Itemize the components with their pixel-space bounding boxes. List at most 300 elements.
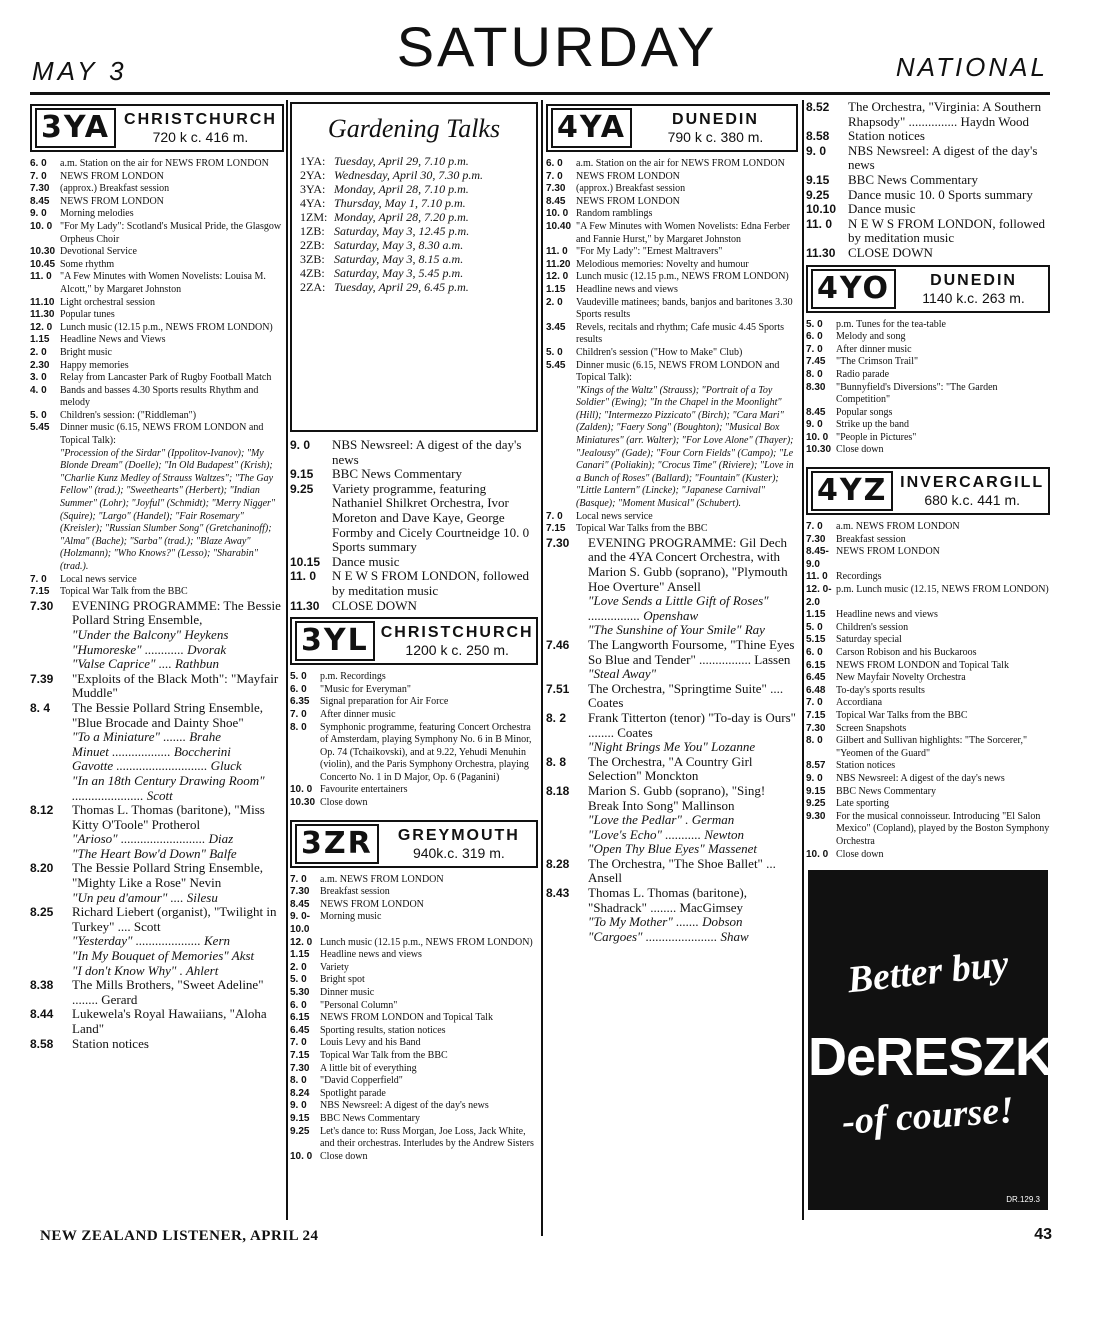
program-entry: [30, 208, 284, 221]
program-time: 7.30: [290, 1062, 310, 1074]
program-list: [806, 319, 1050, 458]
program-time: 9. 0-10.0: [290, 911, 311, 936]
program-time: 8. 0: [290, 1075, 307, 1087]
program-entry: [290, 911, 538, 936]
program-text: Sporting results, station notices: [320, 1024, 446, 1036]
program-time: 9.15: [290, 467, 314, 482]
program-text: BBC News Commentary: [332, 466, 462, 482]
program-entry: [290, 467, 538, 482]
station-city: CHRISTCHURCH: [124, 111, 277, 128]
program-time: 7.45: [806, 356, 826, 368]
program-time: 8.45: [546, 195, 566, 207]
program-text: Louis Levy and his Band: [320, 1037, 421, 1049]
program-time: 8.58: [806, 129, 830, 144]
program-entry: [30, 730, 284, 745]
program-text: EVENING PROGRAMME: The Bessie Pollard String Ensemble,: [72, 597, 281, 628]
program-text: Lunch music (12.15 p.m., NEWS FROM LONDON): [60, 321, 273, 333]
program-entry: [290, 987, 538, 1000]
program-time: 10. 0: [30, 220, 53, 232]
program-time: [30, 628, 72, 643]
program-time: 8. 0: [290, 721, 307, 733]
program-text: Breakfast session: [320, 886, 390, 898]
program-text: Melodious memories: Novelty and humour: [576, 258, 749, 270]
program-time: 6.15: [290, 1012, 310, 1024]
program-time: 7. 0: [290, 873, 307, 885]
program-text: Some rhythm: [60, 258, 115, 270]
station-frequency: 680 k.c. 441 m.: [924, 492, 1021, 509]
program-text: Gavotte ............................ Gluck: [72, 758, 242, 774]
program-entry: [546, 857, 798, 886]
program-entry: [546, 284, 798, 297]
program-entry: [290, 1126, 538, 1151]
program-text: "David Copperfield": [320, 1075, 403, 1087]
program-entry: [546, 297, 798, 322]
program-time: 5.30: [290, 987, 310, 998]
program-text: NEWS FROM LONDON: [320, 898, 424, 910]
program-time: 10.45: [30, 258, 56, 270]
program-text: Topical War Talks from the BBC: [836, 709, 968, 721]
program-text: a.m. Station on the air for NEWS FROM LONDON: [576, 158, 785, 169]
program-entry: [290, 1037, 538, 1050]
program-time: 10. 0: [806, 431, 829, 443]
program-text: "A Few Minutes with Women Novelists: Louisa M. Alcott," by Margaret Johnston: [60, 271, 266, 295]
program-list: [290, 874, 538, 1164]
program-entry: [30, 158, 284, 171]
program-entry: [546, 740, 798, 755]
program-time: 5. 0: [290, 974, 307, 986]
program-time: 9. 0: [30, 208, 47, 220]
program-time: 9.25: [290, 481, 314, 496]
program-text: "Arioso" .......................... Diaz: [72, 831, 234, 847]
program-text: "People in Pictures": [836, 431, 917, 443]
program-entry: [546, 196, 798, 209]
gardening-row: [300, 224, 528, 238]
program-text: p.m. Recordings: [320, 671, 386, 683]
program-time: 9.15: [806, 785, 826, 797]
station-frequency: 940k.c. 319 m.: [412, 844, 505, 861]
program-time: 10.40: [546, 220, 572, 232]
program-entry: [806, 419, 1050, 432]
station-frequency: 720 k c. 416 m.: [152, 129, 249, 145]
program-text: The Orchestra, "Springtime Suite" .... Coates: [588, 680, 784, 711]
program-text: CLOSE DOWN: [848, 244, 933, 260]
program-text: "The Sunshine of Your Smile" Ray: [588, 622, 765, 638]
program-entry: [806, 571, 1050, 584]
program-entry: [30, 905, 284, 934]
program-entry: [806, 546, 1050, 571]
program-text: Dance music: [848, 201, 916, 217]
program-entry: [290, 962, 538, 975]
program-text: (approx.) Breakfast session: [576, 183, 686, 195]
program-entry: [30, 891, 284, 906]
gardening-row: [300, 182, 528, 196]
program-entry: [30, 1037, 284, 1052]
program-entry: [30, 1007, 284, 1036]
program-time: 7. 0: [546, 170, 563, 182]
evening-programme: [546, 536, 798, 945]
program-entry: [290, 1063, 538, 1076]
program-time: 6. 0: [806, 331, 823, 343]
program-entry: [806, 786, 1050, 799]
program-time: 8.38: [30, 978, 54, 993]
program-time: 10. 0: [546, 208, 569, 220]
program-time: 7.30: [290, 886, 310, 898]
station-city: GREYMOUTH: [397, 826, 520, 844]
program-time: 7. 0: [290, 708, 307, 720]
program-entry: [30, 759, 284, 774]
program-entry: [806, 356, 1050, 369]
program-entry: [806, 672, 1050, 685]
program-entry: [546, 682, 798, 711]
program-time: 10. 0: [290, 1150, 313, 1162]
program-entry: [806, 811, 1050, 849]
program-entry: [546, 711, 798, 740]
program-entry: [546, 623, 798, 638]
program-entry: [290, 937, 538, 950]
gardening-station: 1YA:: [300, 154, 326, 168]
column-1: [30, 100, 284, 1218]
program-time: 8.58: [30, 1036, 54, 1051]
program-entry: [290, 797, 538, 810]
program-time: 11.30: [290, 598, 320, 613]
gardening-station: 2ZB:: [300, 238, 325, 252]
program-text: Melody and song: [836, 331, 906, 343]
program-text: Thomas L. Thomas (baritone), "Miss Kitty O'Toole" Protherol: [72, 802, 265, 832]
program-entry: [30, 586, 284, 599]
program-time: 10.30: [30, 246, 56, 258]
program-entry: [806, 798, 1050, 811]
program-time: 8.12: [30, 803, 54, 818]
program-entry: [290, 1088, 538, 1101]
header-rule: [30, 92, 1050, 95]
program-entry: [30, 196, 284, 209]
gardening-station: 3ZB:: [300, 252, 325, 266]
gardening-time: Thursday, May 1, 7.10 p.m.: [334, 196, 466, 210]
program-entry: [290, 684, 538, 697]
program-text: Lukewela's Royal Hawaiians, "Aloha Land": [72, 1006, 267, 1036]
program-text: Signal preparation for Air Force: [320, 696, 449, 708]
program-time: [546, 385, 576, 511]
program-text: Light orchestral session: [60, 296, 155, 308]
program-entry: [290, 555, 538, 570]
program-entry: [290, 1050, 538, 1063]
program-time: 1.15: [290, 949, 310, 961]
program-text: The Bessie Pollard String Ensemble, "Blue Brocade and Dainty Shoe": [72, 699, 264, 730]
station-call: 3YL: [295, 621, 375, 661]
program-entry: [806, 217, 1050, 246]
program-entry: [30, 259, 284, 272]
program-time: 11. 0: [806, 571, 828, 583]
program-text: NEWS FROM LONDON: [576, 170, 680, 182]
station-header-3zr: [290, 820, 538, 868]
station-header-4yo: [806, 265, 1050, 313]
program-entry: [546, 813, 798, 828]
program-text: The Orchestra, "A Country Girl Selection" Monckton: [588, 753, 753, 784]
day-title: SATURDAY: [396, 15, 718, 78]
program-text: Saturday special: [836, 634, 902, 646]
program-time: 7. 0: [806, 697, 823, 709]
program-text: Richard Liebert (organist), "Twilight in Turkey" .... Scott: [72, 904, 277, 934]
program-entry: [30, 701, 284, 730]
program-entry: [290, 1113, 538, 1126]
column-2: [290, 100, 538, 1228]
program-text: "I don't Know Why" . Ahlert: [72, 962, 219, 978]
program-time: 5. 0: [290, 671, 307, 683]
program-entry: [30, 643, 284, 658]
program-text: The Orchestra, "The Shoe Ballet" ... Ansell: [588, 855, 776, 886]
program-entry: [30, 657, 284, 672]
gardening-row: [300, 168, 528, 182]
program-entry: [546, 322, 798, 347]
gardening-time: Saturday, May 3, 12.45 p.m.: [334, 224, 470, 238]
program-entry: [290, 899, 538, 912]
gardening-station: 2ZA:: [300, 280, 326, 294]
program-text: Revels, recitals and rhythm; Cafe music 4.45 Sports results: [576, 321, 785, 346]
gardening-time: Saturday, May 3, 8.15 a.m.: [334, 252, 464, 266]
program-entry: [546, 208, 798, 221]
program-text: Close down: [836, 848, 884, 860]
program-text: Headline news and views: [576, 283, 678, 295]
program-entry: [30, 803, 284, 832]
evening-programme: [30, 599, 284, 1051]
program-entry: [546, 385, 798, 511]
program-time: [30, 891, 72, 906]
program-entry: [30, 360, 284, 373]
program-text: Relay from Lancaster Park of Rugby Football Match: [60, 372, 272, 384]
station-call: 4YA: [551, 108, 632, 148]
program-text: Headline news and views: [836, 609, 938, 621]
program-entry: [290, 1012, 538, 1025]
program-time: 6. 0: [546, 158, 563, 169]
program-text: After dinner music: [836, 343, 912, 355]
program-entry: [546, 828, 798, 843]
program-entry: [30, 949, 284, 964]
gardening-row: [300, 266, 528, 280]
program-entry: [30, 221, 284, 246]
program-text: NEWS FROM LONDON: [576, 195, 680, 207]
program-text: After dinner music: [320, 708, 396, 720]
program-time: 12. 0: [290, 936, 313, 948]
program-time: 9. 0: [806, 143, 827, 158]
program-time: 6. 0: [30, 158, 47, 169]
program-time: 12. 0-2.0: [806, 584, 832, 608]
station-city: DUNEDIN: [672, 111, 759, 128]
program-text: "Night Brings Me You" Lozanne: [588, 739, 756, 755]
gardening-station: 4YA:: [300, 196, 326, 210]
program-entry: [30, 934, 284, 949]
program-time: 6. 0: [290, 999, 307, 1011]
program-time: 7.15: [546, 523, 566, 535]
program-list: [546, 158, 798, 536]
station-frequency: 1140 k.c. 263 m.: [922, 289, 1025, 306]
program-text: "Exploits of the Black Moth": "Mayfair Muddle": [72, 670, 279, 701]
program-time: 2. 0: [290, 961, 307, 973]
program-entry: [30, 385, 284, 410]
program-text: a.m. NEWS FROM LONDON: [836, 521, 960, 533]
program-text: Bright music: [60, 346, 112, 358]
program-text: Morning music: [320, 911, 382, 923]
program-time: [546, 740, 588, 755]
program-time: 7.30: [546, 183, 566, 195]
program-text: The Mills Brothers, "Sweet Adeline" ........ Gerard: [72, 977, 264, 1007]
program-entry: [806, 344, 1050, 357]
program-time: 7. 0: [806, 343, 823, 355]
program-time: 5. 0: [806, 318, 823, 330]
program-text: Topical War Talk from the BBC: [320, 1049, 448, 1061]
program-time: [30, 759, 72, 774]
program-entry: [546, 667, 798, 682]
station-call: 3ZR: [295, 824, 379, 864]
program-text: Random ramblings: [576, 208, 653, 220]
program-text: NEWS FROM LONDON: [60, 195, 164, 207]
program-time: [546, 842, 588, 857]
ad-code: DR.129.3: [1006, 1195, 1040, 1204]
program-entry: [806, 100, 1050, 129]
program-text: "Love the Pedlar" . German: [588, 812, 735, 828]
program-time: 9.25: [806, 798, 826, 810]
program-time: 10. 0: [290, 784, 313, 796]
program-time: 7. 0: [806, 521, 823, 533]
program-text: Dinner music (6.15, NEWS FROM LONDON and Topical Talk):: [60, 422, 264, 447]
program-text: Variety: [320, 961, 349, 973]
program-time: 10.30: [290, 797, 316, 809]
program-time: 11.20: [546, 258, 571, 270]
program-time: 5.45: [546, 359, 566, 371]
date-label: MAY 3: [32, 56, 128, 86]
program-entry: [290, 1075, 538, 1088]
program-text: BBC News Commentary: [836, 785, 936, 797]
program-time: 9.25: [290, 1125, 310, 1137]
publication-footer: NEW ZEALAND LISTENER, APRIL 24: [40, 1228, 319, 1244]
program-entry: [806, 382, 1050, 407]
program-text: For the musical connoisseur. Introducing "El Salon Mexico" (Copland), played by the Boston Symphony Orchestra: [836, 810, 1050, 847]
program-time: 7. 0: [546, 510, 563, 522]
program-entry: [290, 709, 538, 722]
program-entry: [30, 246, 284, 259]
program-time: 6. 0: [290, 683, 307, 695]
program-entry: [290, 696, 538, 709]
program-text: (approx.) Breakfast session: [60, 183, 170, 195]
program-time: 7.46: [546, 637, 570, 652]
program-time: [30, 643, 72, 658]
program-text: "Bunnyfield's Diversions": "The Garden Competition": [836, 381, 998, 406]
program-entry: [30, 448, 284, 574]
program-text: Close down: [320, 1150, 368, 1162]
program-time: [546, 623, 588, 638]
program-entry: [290, 482, 538, 555]
program-text: "A Few Minutes with Women Novelists: Edna Ferber and Fannie Hurst," by Margaret Johnston: [576, 220, 790, 245]
program-time: 7.30: [806, 722, 826, 734]
program-entry: [290, 949, 538, 962]
gardening-title: Gardening Talks: [327, 114, 501, 143]
program-entry: [806, 319, 1050, 332]
program-time: 7.51: [546, 681, 570, 696]
station-call: 3YA: [35, 108, 116, 148]
gardening-time: Saturday, May 3, 5.45 p.m.: [334, 266, 464, 280]
program-text: "Under the Balcony" Heykens: [72, 626, 229, 642]
program-entry: [546, 842, 798, 857]
program-time: 8. 8: [546, 754, 567, 769]
program-time: 8.57: [806, 760, 826, 772]
program-time: [30, 934, 72, 949]
program-text: "In My Bouquet of Memories" Akst: [72, 948, 255, 964]
program-text: Bright spot: [320, 974, 365, 986]
gardening-time: Monday, April 28, 7.20 p.m.: [334, 210, 469, 224]
program-time: 6.35: [290, 696, 310, 708]
program-time: [30, 657, 72, 672]
program-entry: [806, 849, 1050, 862]
program-entry: [30, 672, 284, 701]
program-time: 5. 0: [546, 346, 563, 358]
program-text: Vaudeville matinees; bands, banjos and baritones 3.30 Sports results: [576, 296, 793, 321]
program-text: p.m. Tunes for the tea-table: [836, 318, 946, 330]
program-entry: [806, 144, 1050, 173]
program-time: 8. 4: [30, 700, 51, 715]
program-text: BBC News Commentary: [320, 1112, 420, 1124]
station-city: INVERCARGILL: [900, 474, 1045, 492]
program-text: Gilbert and Sullivan highlights: "The Sorcerer," "Yeomen of the Guard": [836, 735, 1028, 759]
program-time: [546, 667, 588, 682]
program-entry: [546, 930, 798, 945]
program-entry: [30, 297, 284, 310]
program-text: NEWS FROM LONDON: [836, 546, 940, 558]
program-entry: [290, 1151, 538, 1164]
program-entry: [30, 745, 284, 760]
program-entry: [30, 183, 284, 196]
program-entry: [30, 171, 284, 184]
program-text: Children's session: [836, 621, 909, 633]
program-text: The Orchestra, "Virginia: A Southern Rhapsody" ............... Haydn Wood: [848, 100, 1042, 129]
program-entry: [546, 915, 798, 930]
program-time: 8.28: [546, 856, 570, 871]
program-time: 6.45: [806, 672, 826, 684]
program-entry: [30, 861, 284, 890]
program-time: [30, 832, 72, 847]
program-list: [290, 438, 538, 613]
program-text: "The Heart Bow'd Down" Balfe: [72, 845, 237, 861]
program-text: The Bessie Pollard String Ensemble, "Mighty Like a Rose" Nevin: [72, 860, 264, 891]
program-text: "Steal Away": [588, 666, 657, 682]
program-time: [30, 448, 60, 574]
program-text: Recordings: [836, 571, 882, 583]
page-number: 43: [1034, 1226, 1052, 1243]
station-frequency: 1200 k c. 250 m.: [405, 642, 509, 659]
program-text: NEWS FROM LONDON: [60, 170, 164, 182]
program-entry: [30, 422, 284, 447]
program-text: Station notices: [848, 128, 925, 144]
program-text: Station notices: [836, 760, 896, 772]
program-text: N E W S FROM LONDON, followed by meditation music: [848, 215, 1046, 246]
program-text: "For My Lady": Scotland's Musical Pride, the Glasgow Orpheus Choir: [60, 220, 282, 245]
program-time: 3.45: [546, 321, 566, 333]
program-text: NBS Newsreel: A digest of the day's news: [836, 772, 1005, 784]
program-text: NEWS FROM LONDON and Topical Talk: [320, 1012, 493, 1024]
column-divider: [802, 100, 804, 1220]
program-text: Late sporting: [836, 798, 890, 810]
program-text: "For My Lady": "Ernest Maltravers": [576, 246, 723, 258]
program-text: NBS Newsreel: A digest of the day's news: [848, 142, 1038, 173]
program-text: Station notices: [72, 1035, 149, 1051]
program-text: "Humoreske" ............ Dvorak: [72, 641, 227, 657]
program-text: NBS Newsreel: A digest of the day's news: [320, 1100, 489, 1112]
program-entry: [806, 246, 1050, 261]
program-entry: [30, 978, 284, 1007]
program-time: 6.45: [290, 1024, 310, 1036]
gardening-time: Tuesday, April 29, 6.45 p.m.: [334, 280, 469, 294]
program-entry: [546, 594, 798, 623]
program-time: 7.30: [806, 533, 826, 545]
gardening-list: [300, 154, 528, 294]
